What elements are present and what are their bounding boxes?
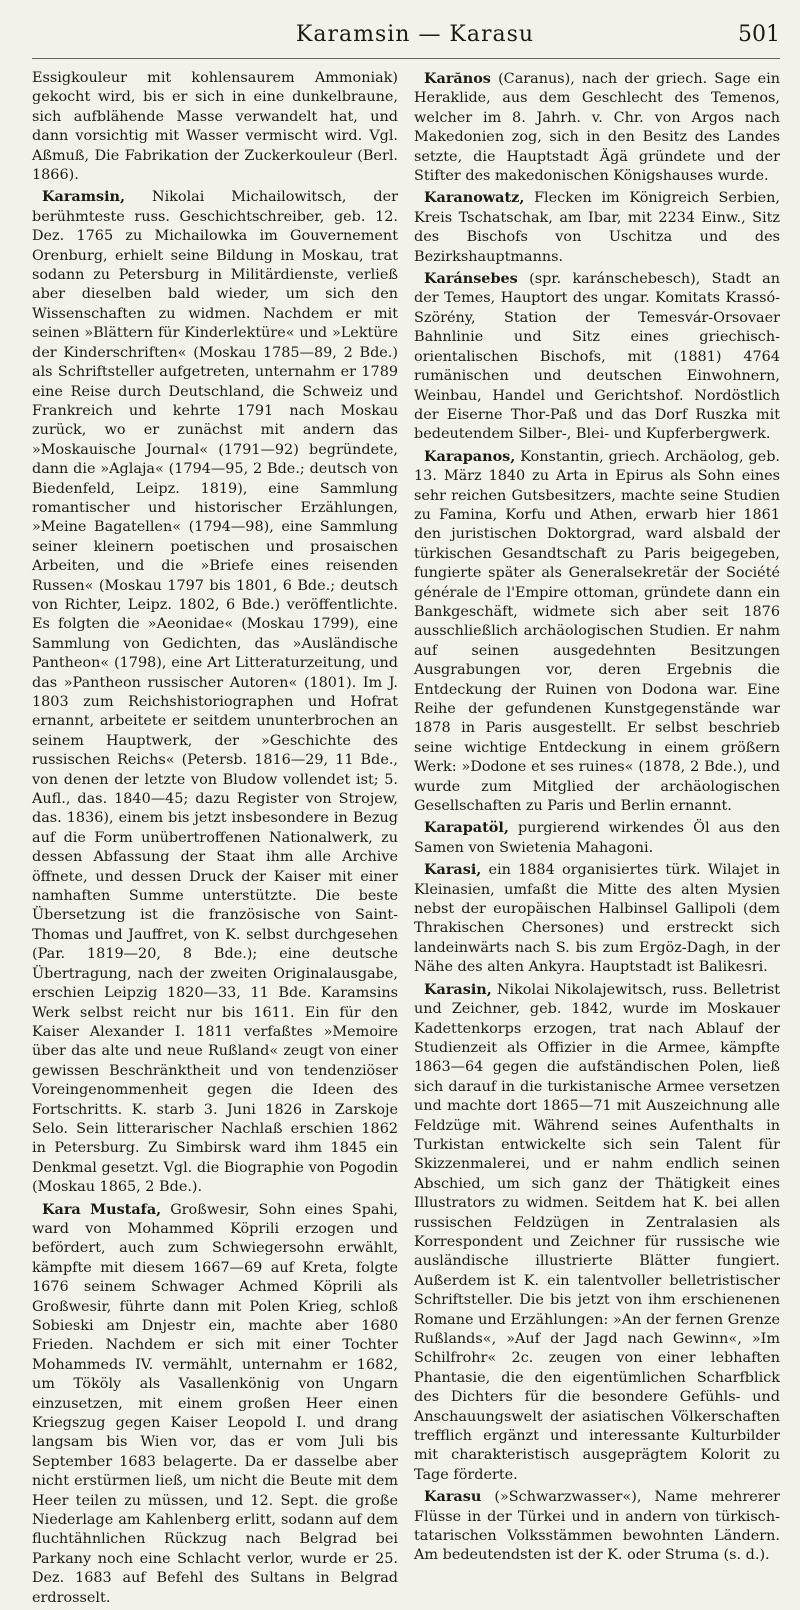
page-header bbox=[32, 22, 780, 59]
entry-text: (Caranus), nach der griech. Sage ein Heraklide, aus dem Geschlecht des Temenos, welcher im 8. Jahrh. v. Chr. von Argos nach Makedonien zog, sich in den Besitz des Landes setzte, die Hauptstadt Ägä gründete und der Stifter des makedonischen Königshauses wurde. bbox=[414, 71, 781, 185]
entry-headword: Karanowatz, bbox=[424, 189, 525, 207]
entry-headword: Karamsin, bbox=[42, 188, 126, 206]
entry-continuation bbox=[32, 69, 398, 185]
entry-text: (spr. karánschebesch), Stadt an der Temes, Hauptort des ungar. Komitats Krassó-Szörény, Station der Temesvár-Orsovaer Bahnlinie und Sitz eines griechisch-orientalischen Bischofs, mit (1881) 4764 rumänischen und deutschen Einwohnern, Weinbau, Handel und Gerichtshof. Nordöstlich der Eiserne Thor-Paß und das Dorf Ruszka mit bedeutendem Silber-, Blei- und Kupferbergwerk. bbox=[414, 271, 780, 443]
running-title: Karamsin — Karasu bbox=[295, 22, 535, 47]
entry-headword: Karănos bbox=[424, 70, 491, 87]
entry-headword: Karasin, bbox=[424, 980, 492, 998]
right-column bbox=[414, 69, 780, 1610]
entry-text: Essigkouleur mit kohlensaurem Ammoniak) gekocht wird, bis er sich in eine dunkelbraune, sich aufblähende Masse verwandelt hat, und dann vorsichtig mit Wasser vermischt wird. Vgl. Aßmuß, Die Fabrikation der Zuckerkouleur (Berl. 1866). bbox=[32, 70, 398, 184]
entry-text: ein 1884 organisiertes türk. Wilajet in Kleinasien, umfaßt die Mitte des alten Mysien nebst der europäischen Halbinsel Gallipoli (dem Thrakischen Chersones) und erstreckt sich landeinwärts nach S. bis zum Ergöz-Dagh, in der Nähe des alten Ankyra. Hauptstadt ist Balikesri. bbox=[414, 862, 780, 976]
left-column bbox=[32, 69, 398, 1610]
page-number: 501 bbox=[737, 22, 780, 47]
entry-karanos bbox=[414, 69, 780, 186]
entry-karasi bbox=[414, 860, 780, 977]
entry-text: (»Schwarzwasser«), Name mehrerer Flüsse in der Türkei und in andern von türkisch-tatarischen Volksstämmen bewohnten Ländern. Am bedeutendsten ist der K. oder Struma (s. d.). bbox=[414, 1489, 780, 1564]
entry-headword: Karasu bbox=[424, 1488, 482, 1506]
entry-headword: Karapanos, bbox=[424, 447, 516, 465]
entry-headword: Karasi, bbox=[424, 861, 482, 879]
entry-karasu bbox=[414, 1487, 780, 1566]
entry-text: Nikolai Michailowitsch, der berühmteste russ. Geschichtschreiber, geb. 12. Dez. 1765 zu Michailowka im Gouvernement Orenburg, erhielt seine Bildung in Moskau, trat sodann zu Petersburg in Militärdienste, verließ aber dieselben bald wieder, um sich den Wissenschaften zu widmen. Nachdem er mit seinen »Blättern für Kinderlektüre« und »Lektüre der Kinderschriften« (Moskau 1785—89, 2 Bde.) als Schriftsteller aufgetreten, unternahm er 1789 eine Reise durch Deutschland, die Schweiz und Frankreich und kehrte 1791 nach Moskau zurück, wo er zunächst mit andern das »Moskauische Journal« (1791—92) begründete, dann die »Aglaja« (1794—95, 2 Bde.; deutsch von Biedenfeld, Leipz. 1819), eine Sammlung romantischer und historischer Erzählungen, »Meine Bagatellen« (1794—98), eine Sammlung seiner kleinern poetischen und prosaischen Arbeiten, und die »Briefe eines reisenden Russen« (Moskau 1797 bis 1801, 6 Bde.; deutsch von Richter, Leipz. 1802, 6 Bde.) veröffentlichte. Es folgten die »Aeonidae« (Moskau 1799), eine Sammlung von Gedichten, das »Ausländische Pantheon« (1798), eine Art Litteraturzeitung, und das »Pantheon russischer Autoren« (1801). Im J. 1803 zum Reichshistoriographen und Hofrat ernannt, arbeitete er seitdem ununterbrochen an seinem Hauptwerk, der »Geschichte des russischen Reichs« (Petersb. 1816—29, 11 Bde., von denen der letzte von Bludow vollendet ist; 5. Aufl., das. 1840—45; dazu Register von Strojew, das. 1836), einem bis jetzt insbesondere in Bezug auf die Form unübertroffenen Nationalwerk, zu dessen Abfassung der Staat ihm alle Archive öffnete, und dessen Druck der Kaiser mit einer namhaften Summe unterstützte. Die beste Übersetzung ist die französische von Saint-Thomas und Jauffret, von K. selbst durchgesehen (Par. 1819—20, 8 Bde.); eine deutsche Übertragung, nach der zweiten Originalausgabe, erschien Leipzig 1820—33, 11 Bde. Karamsins Werk selbst reicht nur bis 1611. Ein für den Kaiser Alexander I. 1811 verfaßtes »Memoire über das alte und neue Rußland« zeugt von einer gewissen Beschränktheit und von tendenziöser Voreingenommenheit gegen die Ideen des Fortschritts. K. starb 3. Juni 1826 in Zarskoje Selo. Sein litterarischer Nachlaß erschien 1862 in Petersburg. Zu Simbirsk ward ihm 1845 ein Denkmal gesetzt. Vgl. die Biographie von Pogodin (Moskau 1865, 2 Bde.). bbox=[32, 189, 398, 1196]
entry-text: Konstantin, griech. Archäolog, geb. 13. März 1840 zu Arta in Epirus als Sohn eines sehr reichen Gutsbesitzers, machte seine Studien zu Famina, Korfu und Athen, erwarb hier 1861 den juristischen Doktorgrad, ward alsbald der türkischen Gesandtschaft zu Paris beigegeben, fungierte später als Generalsekretär der Société générale de l'Empire ottoman, gründete dann ein Bankgeschäft, widmete sich aber seit 1876 ausschließlich archäologischen Studien. Er nahm auf seinen ausgedehnten Besitzungen Ausgrabungen vor, deren Ergebnis die Entdeckung der Ruinen von Dodona war. Eine Reihe der gefundenen Kunstgegenstände war 1878 in Paris ausgestellt. Er selbst beschrieb seine wichtige Entdeckung in einem größern Werk: »Dodone et ses ruines« (1878, 2 Bde.), und wurde zum Mitglied der archäologischen Gesellschaften zu Paris und Berlin ernannt. bbox=[414, 448, 780, 815]
entry-headword: Karánsebes bbox=[424, 270, 518, 288]
entry-kara-mustafa bbox=[32, 1200, 398, 1609]
entry-text: Großwesir, Sohn eines Spahi, ward von Mohammed Köprili erzogen und befördert, auch zum Schwiegersohn erwählt, kämpfte mit diesem 1667—69 auf Kreta, folgte 1676 seinem Schwager Achmed Köprili als Großwesir, führte dann mit Polen Krieg, schloß Sobieski am Dnjestr ein, machte aber 1680 Frieden. Nachdem er sich mit einer Tochter Mohammeds IV. vermählt, unternahm er 1682, um Tököly als Vasallenkönig von Ungarn einzusetzen, mit einem großen Heer einen Kriegszug gegen Kaiser Leopold I. und drang langsam bis Wien vor, das er vom Juli bis September 1683 belagerte. Da er dasselbe aber nicht erstürmen ließ, um nicht die Beute mit dem Heer teilen zu müssen, und 12. Sept. die große Niederlage am Kahlenberg erlitt, sodann auf dem fluchtähnlichen Rückzug nach Belgrad bei Parkany noch eine Schlacht verlor, wurde er 25. Dez. 1683 auf Befehl des Sultans in Belgrad erdrosselt. bbox=[32, 1201, 398, 1606]
entry-karanowatz bbox=[414, 188, 780, 267]
entry-karapanos bbox=[414, 447, 780, 817]
entry-text: Nikolai Nikolajewitsch, russ. Belletrist und Zeichner, geb. 1842, wurde im Moskauer Kadettenkorps erzogen, trat nach Ablauf der Studienzeit als Offizier in die Armee, kämpfte 1863—64 gegen die aufständischen Polen, ließ sich darauf in die turkistanische Armee versetzen und machte dort 1865—71 mit Auszeichnung alle Feldzüge mit. Während seines Aufenthalts in Turkistan entwickelte sich sein Talent für Skizzenmalerei, und er nahm endlich seinen Abschied, um sich ganz der Thätigkeit eines Illustrators zu widmen. Seitdem hat K. bei allen russischen Feldzügen in Zentralasien als Korrespondent und Zeichner für russische wie ausländische illustrierte Blätter fungiert. Außerdem ist K. ein talentvoller belletristischer Schriftsteller. Die bis jetzt von ihm erschienenen Romane und Erzählungen: »An der fernen Grenze Rußlands«, »Auf der Jagd nach Gewinn«, »Im Schilfrohr« 2c. zeugen von einer lebhaften Phantasie, die den eigentümlichen Scharfblick des Dichters für die besondere Gefühls- und Anschauungswelt der asiatischen Völkerschaften trefflich ergänzt und interessante Kulturbilder mit charakteristisch ausgeprägtem Kolorit zu Tage förderte. bbox=[414, 981, 781, 1483]
entry-karamsin bbox=[32, 187, 398, 1197]
text-columns bbox=[32, 69, 780, 1610]
entry-headword: Kara Mustafa, bbox=[42, 1200, 162, 1218]
entry-karansebes bbox=[414, 269, 780, 445]
entry-headword: Karapatöl, bbox=[424, 819, 509, 837]
entry-karapatoel bbox=[414, 818, 780, 858]
entry-karasin bbox=[414, 980, 780, 1486]
entry-text: Flecken im Königreich Serbien, Kreis Tschatschak, am Ibar, mit 2234 Einw., Sitz des Bischofs von Uschitza und des Bezirkshauptmanns. bbox=[414, 190, 780, 265]
entry-text: purgierend wirkendes Öl aus den Samen von Swietenia Mahagoni. bbox=[414, 820, 780, 856]
